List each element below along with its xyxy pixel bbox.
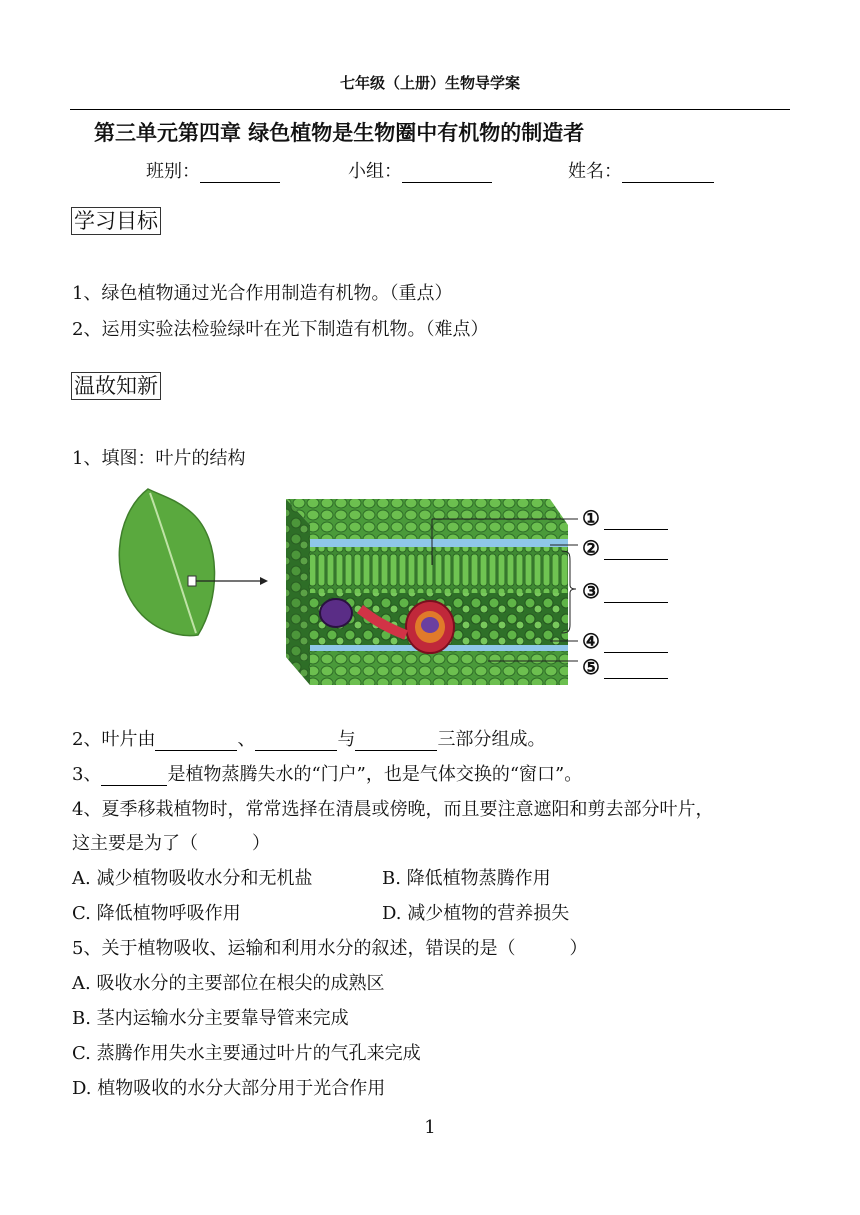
class-label: 班别：: [146, 161, 200, 182]
page-number: 1: [424, 1117, 436, 1138]
objective-1: 1、绿色植物通过光合作用制造有机物。（重点）: [72, 283, 453, 304]
label-2-blank[interactable]: [604, 541, 668, 560]
q2-blank-2[interactable]: [255, 732, 337, 751]
question-3: 3、 是植物蒸腾失水的“门户”，也是气体交换的“窗口”。: [72, 764, 583, 785]
label-1-blank[interactable]: [604, 511, 668, 530]
group-field: [348, 157, 492, 183]
q3-blank[interactable]: [101, 767, 167, 786]
q5-option-a: A. 吸收水分的主要部位在根尖的成熟区: [72, 973, 385, 994]
label-3-blank[interactable]: [604, 584, 668, 603]
header-rule: [70, 109, 790, 110]
q5-option-c: C. 蒸腾作用失水主要通过叶片的气孔来完成: [72, 1043, 421, 1064]
q5-option-d: D. 植物吸收的水分大部分用于光合作用: [72, 1078, 386, 1099]
question-4-stem-cont: 这主要是为了（ ）: [72, 833, 270, 854]
diagram-label-3: ③: [582, 579, 668, 603]
section-objectives: 学习目标: [71, 207, 161, 235]
q2-blank-1[interactable]: [155, 732, 237, 751]
objective-2: 2、运用实验法检验绿叶在光下制造有机物。（难点）: [72, 319, 489, 340]
diagram-label-2: ②: [582, 536, 668, 560]
diagram-label-1: ①: [582, 506, 668, 530]
question-5-stem: 5、关于植物吸收、运输和利用水分的叙述，错误的是（ ）: [72, 938, 588, 959]
diagram-label-4: ④: [582, 629, 668, 653]
label-5-blank[interactable]: [604, 660, 668, 679]
page-title: 第三单元第四章 绿色植物是生物圈中有机物的制造者: [94, 120, 585, 145]
name-blank[interactable]: [622, 164, 714, 183]
question-2: 2、叶片由 、 与 三部分组成。: [72, 729, 546, 750]
class-blank[interactable]: [200, 164, 280, 183]
q4-option-c: C. 降低植物呼吸作用: [72, 903, 241, 924]
q4-option-b: B. 降低植物蒸腾作用: [382, 868, 551, 889]
class-field: [146, 157, 280, 183]
q4-option-d: D. 减少植物的营养损失: [382, 903, 570, 924]
section-review: 温故知新: [71, 372, 161, 400]
label-4-blank[interactable]: [604, 634, 668, 653]
question-4-stem: 4、夏季移栽植物时，常常选择在清晨或傍晚，而且要注意遮阳和剪去部分叶片，: [72, 799, 714, 820]
name-field: [568, 157, 714, 183]
q2-blank-3[interactable]: [355, 732, 437, 751]
name-label: 姓名：: [568, 161, 622, 182]
diagram-label-5: ⑤: [582, 655, 668, 679]
page-header: 七年级（上册）生物导学案: [339, 74, 520, 92]
q4-option-a: A. 减少植物吸收水分和无机盐: [72, 868, 313, 889]
group-blank[interactable]: [402, 164, 492, 183]
question-1: 1、填图：叶片的结构: [72, 448, 246, 469]
group-label: 小组：: [348, 161, 402, 182]
q5-option-b: B. 茎内运输水分主要靠导管来完成: [72, 1008, 349, 1029]
